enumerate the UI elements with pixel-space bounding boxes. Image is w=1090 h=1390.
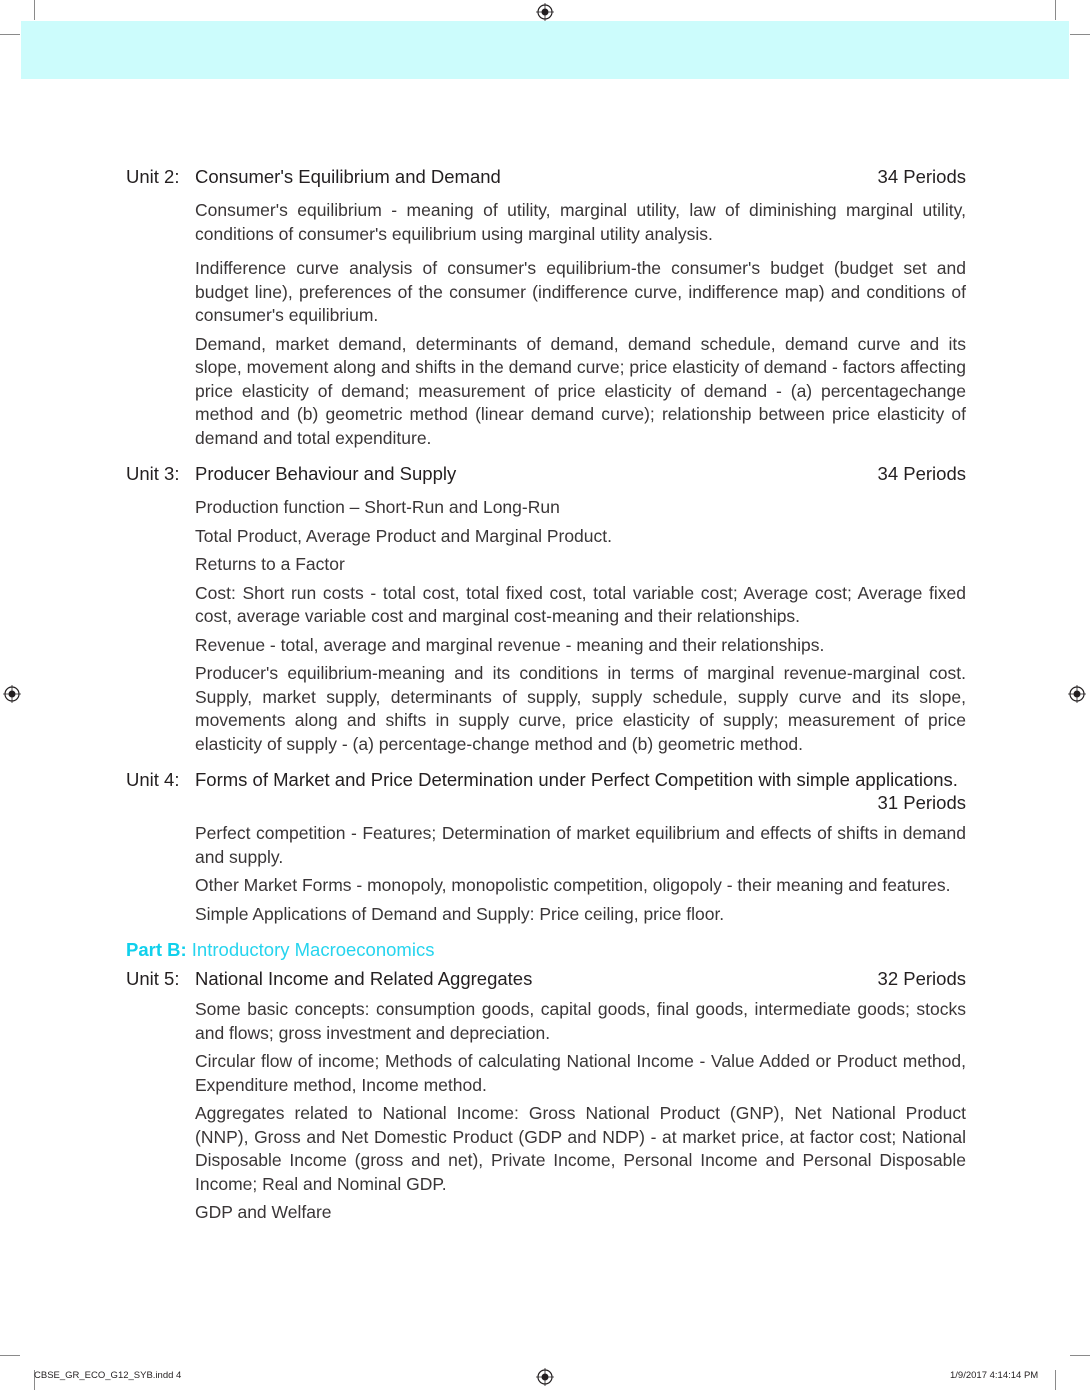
unit-paragraph: Some basic concepts: consumption goods, capital goods, final goods, intermediate goods; stocks and flows; gross investment and depreciation.: [195, 999, 966, 1043]
trim-mark: [1070, 34, 1090, 35]
trim-mark: [0, 1355, 20, 1356]
unit-paragraph: Total Product, Average Product and Marginal Product.: [195, 525, 613, 546]
unit-periods: 32 Periods: [877, 968, 966, 989]
unit-paragraph: Simple Applications of Demand and Supply: Price ceiling, price floor.: [195, 903, 725, 924]
unit-paragraph: Circular flow of income; Methods of calculating National Income - Value Added or Product method, Expenditure method, Income method.: [195, 1051, 966, 1095]
trim-mark: [1055, 1370, 1056, 1390]
part-title: Introductory Macroeconomics: [191, 939, 435, 960]
unit-paragraph: Producer's equilibrium-meaning and its conditions in terms of marginal revenue-marginal cost. Supply, market supply, determinants of supply, supply schedule, supply curve and its slope, movements along and shifts in supply curve, price elasticity of supply; measurement of price elasticity of supply - (a) percentage-change method and (b) geometric method.: [195, 663, 966, 754]
unit-heading: [126, 165, 966, 188]
unit-paragraph: Demand, market demand, determinants of demand, demand schedule, demand curve and its slope, movement along and shifts in the demand curve; price elasticity of demand - factors affecting price elasticity of demand; measurement of price elasticity of demand - (a) percentagechange method and (b) geometric method (linear demand curve); relationship between price elasticity of demand and total expenditure.: [195, 333, 966, 448]
unit-paragraph: Aggregates related to National Income: Gross National Product (GNP), Net National Product (NNP), Gross and Net Domestic Product (GDP and NDP) - at market price, at factor cost; National Disposable Income (gross and net), Private Income, Personal Income and Personal Disposable Income; Real and Nominal GDP.: [195, 1103, 966, 1194]
trim-mark: [1055, 0, 1056, 20]
unit-periods: 34 Periods: [877, 166, 966, 187]
unit-heading: [126, 967, 966, 990]
trim-mark: [34, 0, 35, 20]
unit-title: Forms of Market and Price Determination under Perfect Competition with simple applications.: [195, 769, 958, 790]
trim-mark: [0, 34, 20, 35]
unit-title-block: [195, 768, 966, 814]
registration-mark-icon: [536, 3, 554, 21]
unit-5-section: [126, 967, 966, 1225]
unit-paragraph: Other Market Forms - monopoly, monopolistic competition, oligopoly - their meaning and features.: [195, 875, 951, 895]
unit-2-section: [126, 165, 966, 450]
unit-paragraph: Cost: Short run costs - total cost, total fixed cost, total variable cost; Average cost; Average fixed cost, average variable cost and marginal cost-meaning and their relationships.: [195, 582, 966, 626]
unit-number: Unit 3:: [126, 463, 180, 484]
trim-mark: [1070, 1355, 1090, 1356]
unit-heading: [126, 462, 966, 485]
unit-number: Unit 4:: [126, 769, 180, 790]
unit-paragraph: Revenue - total, average and marginal revenue - meaning and their relationships.: [195, 634, 825, 655]
header-band: [21, 21, 1069, 79]
unit-4-section: [126, 768, 966, 926]
registration-mark-icon: [3, 685, 21, 703]
unit-paragraph: Perfect competition - Features; Determination of market equilibrium and effects of shifts in demand and supply.: [195, 823, 966, 867]
part-b-heading: [126, 938, 966, 961]
unit-number: Unit 2:: [126, 166, 180, 187]
unit-periods: 34 Periods: [877, 463, 966, 484]
unit-number: Unit 5:: [126, 968, 180, 989]
unit-heading: [126, 768, 966, 814]
footer-file-slug: CBSE_GR_ECO_G12_SYB.indd 4: [34, 1370, 182, 1381]
unit-paragraph: Production function – Short-Run and Long-Run: [195, 497, 560, 517]
unit-title: National Income and Related Aggregates: [195, 968, 533, 989]
unit-paragraph: GDP and Welfare: [195, 1202, 332, 1222]
unit-periods: 31 Periods: [877, 792, 966, 813]
part-label: Part B:: [126, 939, 187, 960]
unit-paragraph: Indifference curve analysis of consumer's equilibrium-the consumer's budget (budget set and budget line), preferences of the consumer (indifference curve, indifference map) and conditions of consumer's equilibrium.: [195, 258, 966, 325]
footer-date-slug: 1/9/2017 4:14:14 PM: [950, 1370, 1039, 1381]
unit-3-section: [126, 462, 966, 756]
syllabus-content: [126, 165, 966, 1237]
registration-mark-icon: [1068, 685, 1086, 703]
unit-paragraph: Consumer's equilibrium - meaning of utility, marginal utility, law of diminishing marginal utility, conditions of consumer's equilibrium using marginal utility analysis.: [195, 200, 966, 244]
unit-title: Consumer's Equilibrium and Demand: [195, 166, 501, 187]
registration-mark-icon: [536, 1368, 554, 1386]
unit-paragraph: Returns to a Factor: [195, 554, 345, 574]
unit-title: Producer Behaviour and Supply: [195, 463, 457, 484]
